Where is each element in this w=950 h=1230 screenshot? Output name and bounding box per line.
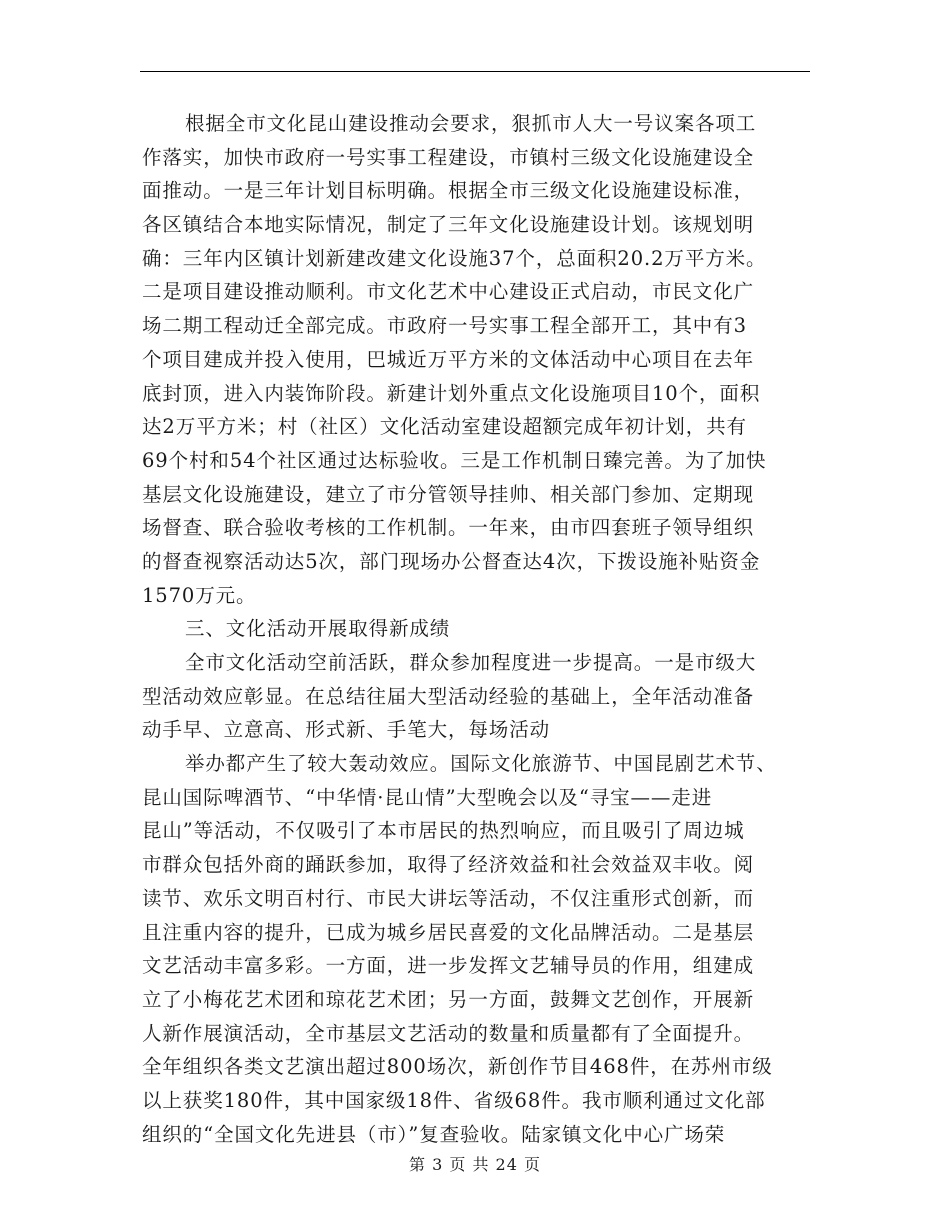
text-line: 举办都产生了较大轰动效应。国际文化旅游节、中国昆剧艺术节、 [185, 752, 777, 776]
text-line: 场二期工程动迁全部完成。市政府一号实事工程全部开工，其中有3 [142, 314, 747, 338]
text-line: 基层文化设施建设，建立了市分管领导挂帅、相关部门参加、定期现 [142, 482, 755, 506]
text-line: 1570万元。 [142, 583, 257, 607]
text-line: 各区镇结合本地实际情况，制定了三年文化设施建设计划。该规划明 [142, 213, 755, 237]
text-line: 达2万平方米；村（社区）文化活动室建设超额完成年初计划，共有 [142, 415, 747, 439]
text-line: 面推动。一是三年计划目标明确。根据全市三级文化设施建设标准， [142, 179, 755, 203]
body-text [142, 107, 832, 1151]
text-line: 全市文化活动空前活跃，群众参加程度进一步提高。一是市级大 [185, 651, 757, 674]
text-line: 立了小梅花艺术团和琼花艺术团；另一方面，鼓舞文艺创作，开展新 [142, 987, 755, 1011]
text-line: 动手早、立意高、形式新、手笔大，每场活动 [142, 718, 551, 742]
header-rule [140, 71, 810, 72]
text-line: 全年组织各类文艺演出超过800场次，新创作节目468件，在苏州市级 [142, 1055, 773, 1079]
text-line: 二是项目建设推动顺利。市文化艺术中心建设正式启动，市民文化广 [142, 280, 755, 304]
text-line: 市群众包括外商的踊跃参加，取得了经济效益和社会效益双丰收。阅 [142, 853, 755, 877]
text-line: 确：三年内区镇计划新建改建文化设施37个，总面积20.2万平方米。 [142, 246, 767, 270]
text-line: 昆山国际啤酒节、“中华情·昆山情”大型晚会以及“寻宝——走进 [142, 785, 713, 809]
text-line: 型活动效应彰显。在总结往届大型活动经验的基础上，全年活动准备 [142, 684, 755, 708]
text-line: 读节、欢乐文明百村行、市民大讲坛等活动，不仅注重形式创新，而 [142, 886, 755, 910]
text-line: 根据全市文化昆山建设推动会要求，狠抓市人大一号议案各项工 [185, 112, 757, 135]
text-line: 69个村和54个社区通过达标验收。三是工作机制日臻完善。为了加快 [142, 448, 767, 472]
page-number-footer: 第 3 页 共 24 页 [409, 1155, 541, 1174]
text-line: 人新作展演活动，全市基层文艺活动的数量和质量都有了全面提升。 [142, 1021, 755, 1045]
text-line: 底封顶，进入内装饰阶段。新建计划外重点文化设施项目10个，面积 [142, 381, 761, 405]
section-heading: 三、文化活动开展取得新成绩 [185, 617, 451, 641]
text-line: 组织的“全国文化先进县（市）”复查验收。陆家镇文化中心广场荣 [142, 1122, 726, 1146]
text-line: 的督查视察活动达5次，部门现场办公督查达4次，下拨设施补贴资金 [142, 549, 761, 573]
text-line: 以上获奖180件，其中国家级18件、省级68件。我市顺利通过文化部 [142, 1088, 766, 1112]
text-line: 作落实，加快市政府一号实事工程建设，市镇村三级文化设施建设全 [142, 145, 755, 169]
text-line: 个项目建成并投入使用，巴城近万平方米的文体活动中心项目在去年 [142, 347, 755, 371]
text-line: 且注重内容的提升，已成为城乡居民喜爱的文化品牌活动。二是基层 [142, 920, 755, 944]
text-line: 昆山”等活动，不仅吸引了本市居民的热烈响应，而且吸引了周边城 [142, 819, 745, 843]
text-line: 场督查、联合验收考核的工作机制。一年来，由市四套班子领导组织 [142, 516, 755, 540]
text-line: 文艺活动丰富多彩。一方面，进一步发挥文艺辅导员的作用，组建成 [142, 954, 755, 978]
